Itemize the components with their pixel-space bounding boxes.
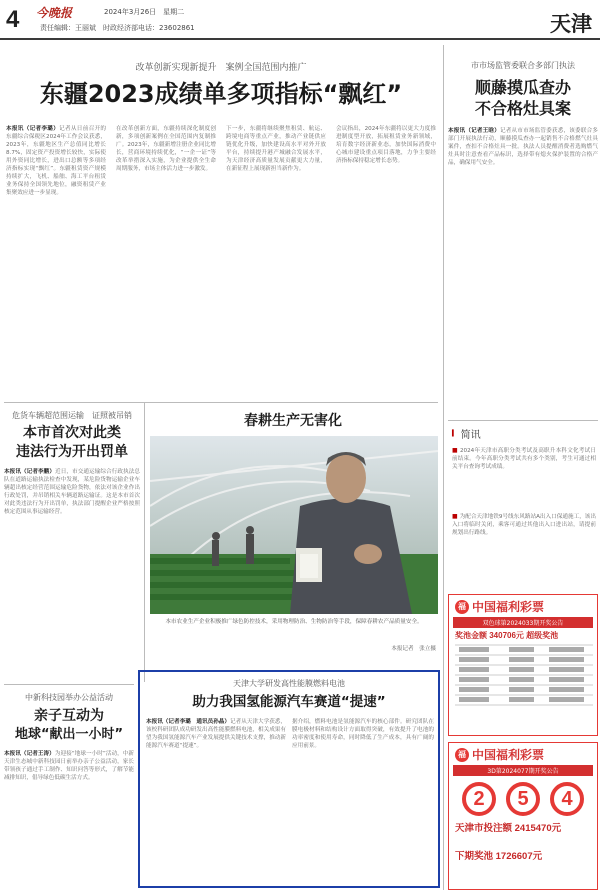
lottery-logo-icon: 福	[455, 748, 469, 762]
photo-story-title: 春耕生产无害化	[244, 413, 342, 429]
winning-ball: 5	[506, 782, 540, 816]
photo-credit: 本报记者 张立摄	[391, 646, 436, 652]
divider	[4, 684, 134, 685]
lead-article	[4, 60, 438, 109]
lottery-ad-2: 福 中国福利彩票 3D第2024077期开奖公告 2 5 4 天津市投注额 2415470元 下期奖池 1726607元	[448, 742, 598, 890]
brief-marker-icon: ▍	[452, 430, 457, 437]
brief-news: ▍ 简讯 ■ 2024年天津市高职分类考试及高职升本科文化考试日前结束。今年高职分类考试共有多个类别，考生可通过相关平台查询考试成绩。 ■ 为配合天津地铁9号线东风路站A出入口保通施工，该出入口将临时关闭，乘客可通过其他出入口进出站，请提前规划出行路线。	[452, 426, 596, 575]
story-violation: 危货车辆超范围运输 证照被吊销 本市首次对此类 违法行为开出罚单 本报讯（记者李鹏）近日，市交通运输综合行政执法总队在道路运输执法检查中发现，某危险货物运输企业车辆超出核定经营范围运输危险货物，依法对该企业作出行政处罚，并吊销相关车辆道路运输证。这是本市首次对此类违法行为开出罚单，执法部门提醒企业严格按照核定范围从事运输经营。	[4, 411, 140, 515]
lead-col-3: 下一步，东疆将继续聚焦租赁、航运、跨境电商等重点产业，推动产业链供应链优化升级，加快建设高水平对外开放平台，持续提升港产城融合发展水平，为天津经济高质量发展贡献更大力量，在新征程上展现新担当新作为。	[226, 126, 326, 172]
column-divider	[144, 402, 145, 682]
column-divider	[443, 45, 444, 890]
section-region: 天津	[550, 12, 592, 36]
brief-heading: 简讯	[460, 430, 481, 441]
page-header	[0, 0, 600, 40]
bullet-icon: ■	[452, 513, 460, 520]
photo-caption: 本市农业生产企业积极推广绿色防控技术，采用物理防治、生物防治等手段，保障春耕农产品质量安全。	[165, 619, 423, 625]
winning-ball: 4	[550, 782, 584, 816]
lottery-pool: 下期奖池 1726607元	[455, 851, 543, 862]
lottery-sales: 天津市投注额 2415470元	[455, 823, 562, 834]
lottery-results-table	[449, 641, 598, 713]
photo-illustration	[150, 436, 438, 614]
lottery-ad-1: 福 中国福利彩票 双色球第2024033期开奖公告 奖池金额 340706元 超级奖池	[448, 594, 598, 736]
story-stove: 市市场监管委联合多部门执法 顺藤摸瓜查办 不合格灶具案 本报讯（记者王晗）记者从市市场监管委获悉，该委联合多部门开展执法行动，顺藤摸瓜查办一起销售不合格燃气灶具案件，查扣不合格灶具一批。执法人员提醒消费者选购燃气灶具时注意查看产品标识，选择带有熄火保护装置的合格产品，确保用气安全。	[448, 61, 598, 166]
lead-col-1: 本报讯（记者李璐）记者从日前召开的东疆综合保税区2024年工作会议获悉，2023年，东疆地区生产总值同比增长8.7%，固定资产投资增长较快，实际使用外资同比增长，进出口总额等多项经济指标实现“飘红”。东疆租赁资产规模持续扩大，飞机、船舶、海工平台租赁业务保持全国领先地位，融资租赁产业集聚效应进一步显现。	[6, 126, 106, 196]
divider	[4, 402, 438, 403]
lead-col-2: 在改革创新方面，东疆持续深化制度创新，多项创新案例在全国范围内复制推广。2023年，东疆新增注册企业同比增长，营商环境持续优化，“一企一证”等改革举措深入实施，为企业提供全生命周期服务，市场主体活力进一步激发。	[116, 126, 216, 172]
farmer-greenhouse-photo	[150, 436, 438, 614]
fuel-cell-feature-box: 天津大学研发高性能膜燃料电池 助力我国氢能源汽车赛道“提速” 本报讯（记者李璐 通讯员孙晶）记者从天津大学获悉，该校科研团队成功研发出高性能膜燃料电池，相关成果有望为我国氢能源汽车产业发展提供关键技术支撑，推动新能源汽车赛道“提速”。 据介绍，燃料电池是氢能源汽车的核心部件。研究团队在膜电极材料和结构设计方面取得突破，有效提升了电池的功率密度和使用寿命，同时降低了生产成本，具有广阔的应用前景。	[138, 670, 440, 888]
divider	[448, 420, 598, 421]
bullet-icon: ■	[452, 447, 460, 454]
lottery-logo-icon: 福	[455, 600, 469, 614]
page-number: 4	[6, 6, 20, 33]
lead-col-4: 会议指出，2024年东疆将以更大力度推进制度型开放，拓展租赁业务新领域，培育数字经济新业态，加快国际消费中心城市建设重点项目落地，力争主要经济指标保持稳定增长态势。	[336, 126, 436, 164]
story-earth-hour: 中新科技园举办公益活动 亲子互动为 地球“献出一小时” 本报讯（记者王涛）为迎接“地球一小时”活动，中新天津生态城中新科技园日前举办亲子公益活动，家长带领孩子通过手工制作、知识问答等形式，了解节能减排知识，倡导绿色低碳生活方式。	[4, 693, 134, 781]
issue-date: 2024年3月26日 星期二	[104, 8, 185, 16]
newspaper-logo: 今晚报	[36, 6, 73, 20]
winning-ball: 2	[462, 782, 496, 816]
editor-line: 责任编辑：王丽斌 时政经济部电话：23602861	[40, 24, 195, 32]
lead-title: 东疆2023成绩单多项指标“飘红”	[39, 80, 403, 108]
lead-kicker: 改革创新实现新提升 案例全国范围内推广	[135, 63, 307, 73]
winning-numbers	[449, 778, 597, 820]
